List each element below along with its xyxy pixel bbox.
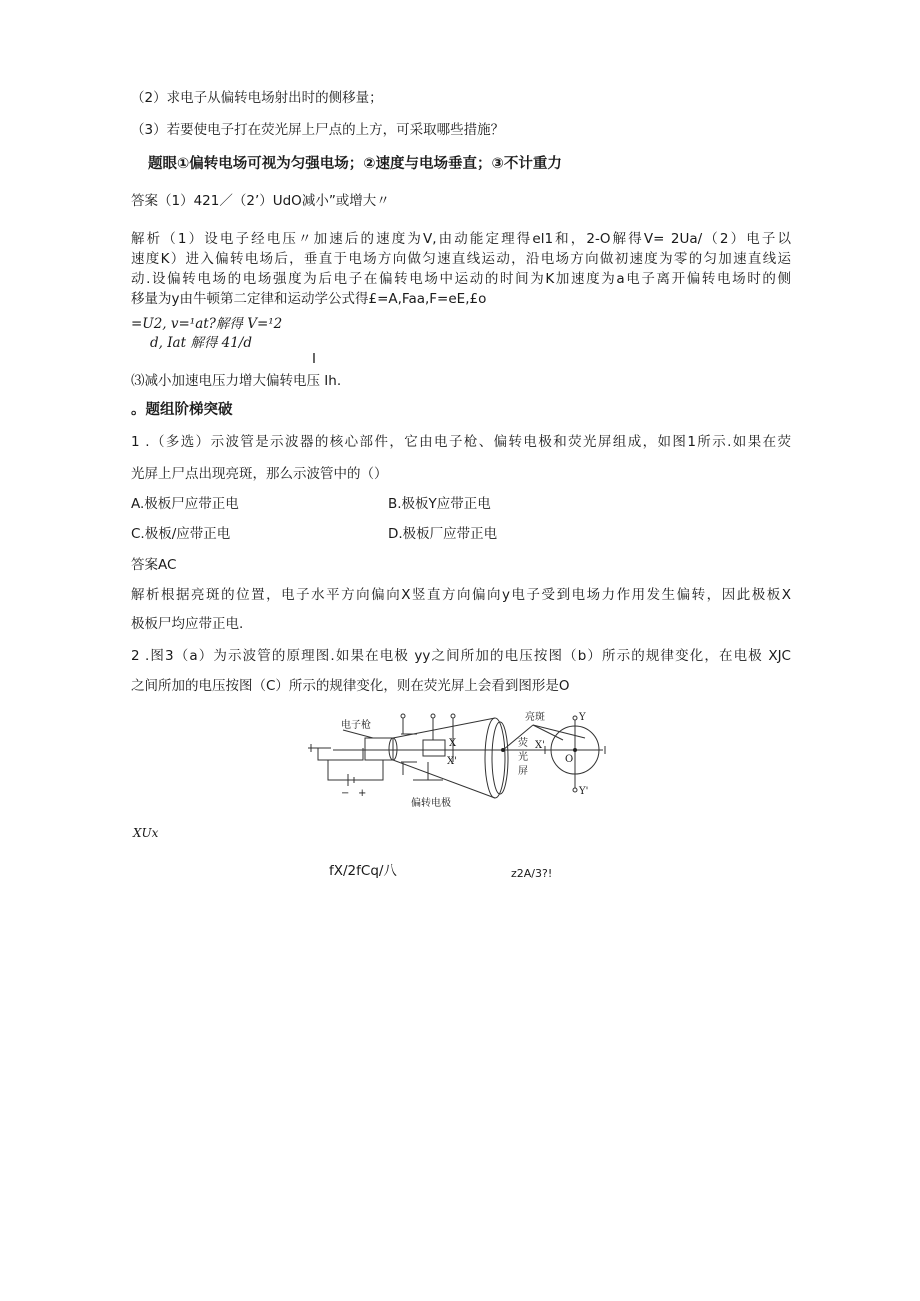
label-y-prime: Y' (579, 786, 589, 797)
answer-1: 答案（1）421／（2’）UdO减小”或增大〃 (131, 193, 390, 209)
formula-line-4: z2A/3?! (511, 867, 553, 880)
label-bright-spot: 亮斑 (525, 712, 545, 723)
answer-2: 答案AC (131, 557, 177, 573)
analysis-line-1: 解析（1）设电子经电压〃加速后的速度为V,由动能定理得el1和，2-O解得V= 2Ua/（2）电子以 (131, 231, 791, 247)
analysis-line-6: 极板尸均应带正电. (131, 616, 244, 632)
analysis-line-2: 速度K）进入偏转电场后，垂直于电场方向做匀速直线运动，沿电场方向做初速度为零的匀加速直线运 (131, 251, 791, 267)
analysis-part-3: ⑶减小加速电压力增大偏转电压 Ih. (131, 373, 342, 389)
oscilloscope-diagram (303, 710, 611, 810)
xux-label: XUx (133, 826, 159, 840)
problem-2-line-2: 之间所加的电压按图（C）所示的规律变化，则在荧光屏上会看到图形是O (131, 678, 570, 694)
label-x-prime: X' (447, 756, 457, 767)
problem-1-line-2: 光屏上尸点出现亮斑，那么示波管中的（） (131, 466, 388, 482)
key-points: 题眼①偏转电场可视为匀强电场；②速度与电场垂直；③不计重力 (148, 156, 562, 172)
formula-line-3: fX/2fCq/八 (329, 863, 397, 879)
label-x-prime-screen: X' (535, 740, 545, 751)
problem-1-line-1: 1 .（多选）示波管是示波器的核心部件，它由电子枪、偏转电极和荧光屏组成，如图1所示.如果在荧 (131, 434, 791, 450)
label-origin: O (565, 754, 574, 765)
analysis-line-5: 解析根据亮斑的位置，电子水平方向偏向X竖直方向偏向y电子受到电场力作用发生偏转，因此极板X (131, 587, 791, 603)
q3-line: （3）若要使电子打在荧光屏上尸点的上方，可采取哪些措施？ (131, 122, 505, 138)
section-heading: 。题组阶梯突破 (131, 402, 233, 418)
q2-line: （2）求电子从偏转电场射出时的侧移量； (131, 90, 383, 106)
label-screen-1: 荧 (518, 738, 528, 749)
label-deflection-electrode: 偏转电极 (411, 798, 451, 809)
label-screen-3: 屏 (518, 766, 528, 777)
option-a: A.极板尸应带正电 (131, 496, 239, 512)
tick-mark: I (312, 351, 316, 367)
analysis-line-4: 移量为y由牛顿第二定律和运动学公式得£=A,Faa,F=eE,£o (131, 291, 487, 307)
option-c: C.极板/应带正电 (131, 526, 231, 542)
option-b: B.极板Y应带正电 (388, 496, 491, 512)
problem-2-line-1: 2 .图3（a）为示波管的原理图.如果在电极 yy之间所加的电压按图（b）所示的规律变化，在电极 XJC (131, 648, 791, 664)
formula-line-2: d, Iat 解得 41/d (150, 335, 252, 351)
label-minus: − (341, 788, 350, 799)
formula-line-1: =U2, v=¹at?解得 V=¹2 (131, 316, 283, 332)
label-plus: + (358, 788, 367, 799)
option-d: D.极板厂应带正电 (388, 526, 498, 542)
label-y: Y (579, 712, 586, 723)
label-electron-gun: 电子枪 (341, 720, 371, 731)
analysis-line-3: 动.设偏转电场的电场强度为后电子在偏转电场中运动的时间为K加速度为a电子离开偏转电场时的侧 (131, 271, 791, 287)
label-x: X (449, 738, 457, 749)
label-screen-2: 光 (518, 752, 528, 763)
